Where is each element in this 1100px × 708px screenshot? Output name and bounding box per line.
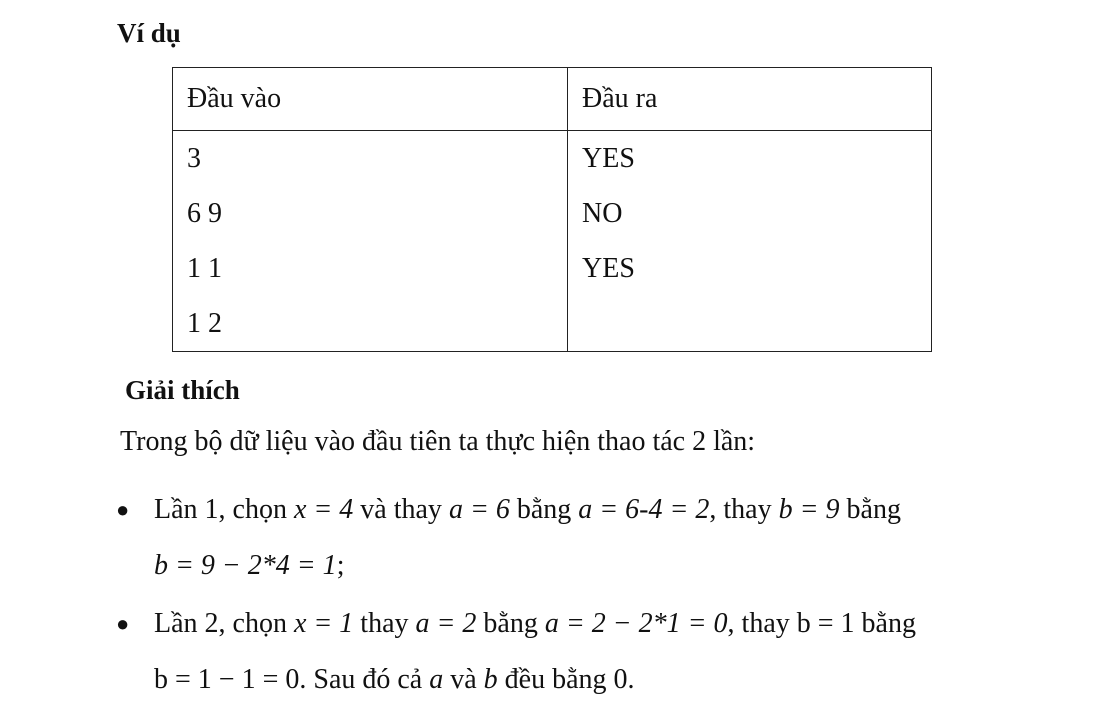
- math-expression: x = 4: [293, 494, 354, 525]
- output-cell: YES: [568, 131, 932, 187]
- math-expression: b: [483, 664, 498, 695]
- text-segment: b = 1 − 1 = 0. Sau đó cả: [154, 664, 430, 695]
- math-expression: b = 9: [778, 494, 840, 525]
- text-segment: , thay b = 1 bằng: [727, 608, 916, 639]
- text-segment: đều bằng 0.: [497, 664, 635, 695]
- input-cell: 3: [173, 131, 568, 187]
- input-cell: 1 1: [173, 241, 568, 296]
- example-heading: Ví dụ: [117, 18, 181, 48]
- step-line: [154, 482, 1072, 538]
- math-expression: a = 2 − 2*1 = 0: [544, 608, 728, 639]
- math-expression: x = 1: [293, 608, 354, 639]
- math-expression: b = 9 − 2*4 = 1: [154, 550, 337, 581]
- text-segment: bằng: [839, 494, 901, 525]
- step-line: [154, 652, 1072, 708]
- step-line: [154, 538, 1072, 594]
- table-header-row: [173, 68, 932, 131]
- math-expression: a: [429, 664, 444, 695]
- text-segment: bằng: [509, 494, 579, 525]
- bullet-icon: ●: [116, 611, 130, 636]
- explanation-heading: Giải thích: [125, 375, 240, 405]
- text-segment: và: [443, 664, 484, 695]
- text-segment: Lần 2, chọn: [154, 608, 294, 639]
- text-segment: thay: [353, 608, 416, 639]
- output-cell: NO: [568, 186, 932, 241]
- explanation-steps: [112, 482, 1072, 708]
- bullet-icon: ●: [116, 497, 130, 522]
- table-row: [173, 131, 932, 187]
- step-line: [154, 596, 1072, 652]
- math-expression: a = 2: [415, 608, 477, 639]
- output-column-header: Đầu ra: [568, 68, 932, 131]
- text-segment: và thay: [353, 494, 449, 525]
- example-table: [172, 67, 932, 352]
- input-column-header: Đầu vào: [173, 68, 568, 131]
- table-row: [173, 241, 932, 296]
- text-segment: bằng: [476, 608, 545, 639]
- math-expression: a = 6-4 = 2: [578, 494, 710, 525]
- explanation-intro: Trong bộ dữ liệu vào đầu tiên ta thực hiện thao tác 2 lần:: [120, 426, 756, 457]
- output-cell: [568, 296, 932, 352]
- input-cell: 6 9: [173, 186, 568, 241]
- list-item: [112, 596, 1072, 708]
- table-row: [173, 296, 932, 352]
- list-item: [112, 482, 1072, 594]
- text-segment: ;: [336, 550, 345, 581]
- input-cell: 1 2: [173, 296, 568, 352]
- output-cell: YES: [568, 241, 932, 296]
- text-segment: , thay: [709, 494, 779, 525]
- table-row: [173, 186, 932, 241]
- text-segment: Lần 1, chọn: [154, 494, 294, 525]
- math-expression: a = 6: [448, 494, 510, 525]
